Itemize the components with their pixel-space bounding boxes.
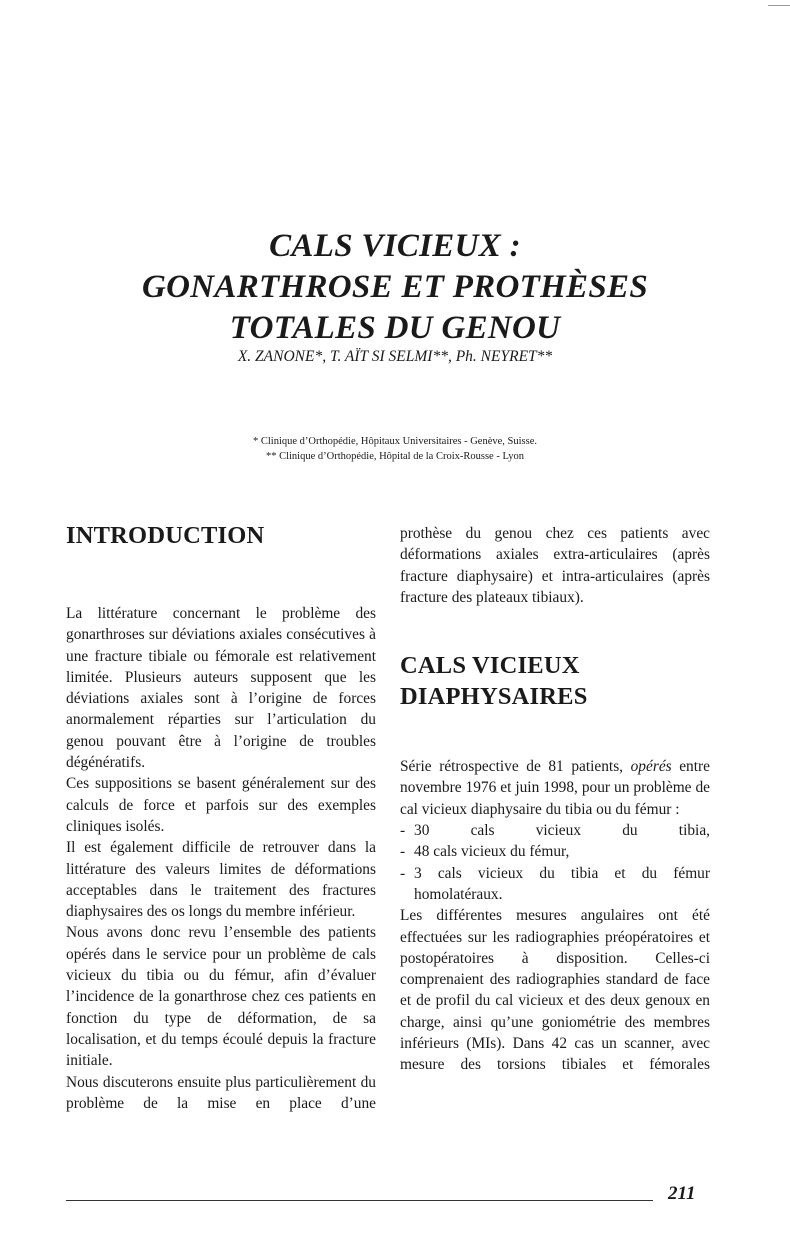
list-item <box>400 820 710 841</box>
list-item-text: 30 cals vicieux du tibia, <box>414 822 710 840</box>
intro-paragraph-4: Nous avons donc revu l’ensemble des patients opérés dans le service pour un problème de cals vicieux du tibia ou du fémur, afin d’évaluer l’incidence de la gonarthrose chez ces patients en fonction du type de déformation, de sa localisation, et du temps écoulé depuis la fracture initiale. <box>66 924 376 1070</box>
scan-edge-mark <box>768 5 790 6</box>
footer-rule <box>66 1200 653 1201</box>
heading-line-1: CALS VICIEUX <box>400 652 580 680</box>
list-dash: - <box>400 822 406 840</box>
intro-paragraph-2: Ces suppositions se basent généralement sur des calculs de force et parfois sur des exemples cliniques isolés. <box>66 775 376 835</box>
affiliation-1: * Clinique d’Orthopédie, Hôpitaux Universitaires - Genève, Suisse. <box>252 436 538 447</box>
intro-paragraph-1: La littérature concernant le problème des gonarthroses sur déviations axiales consécutives à une fracture tibiale ou fémorale est relativement limitée. Plusieurs auteurs supposent que les déviations axiales sont à l’origine de forces anormalement réparties sur l’articulation du genou pouvant être à l’origine de troubles dégénératifs. <box>66 605 376 772</box>
right-column <box>400 523 710 1076</box>
cals-vicieux-diaphysaires-heading <box>400 650 710 712</box>
heading-line-2: DIAPHYSAIRES <box>400 683 588 711</box>
list-item-text: 48 cals vicieux du fémur, <box>414 843 570 861</box>
series-text-start: Série rétrospective de 81 patients, <box>400 758 631 776</box>
page-number: 211 <box>668 1183 696 1204</box>
title-line-3: TOTALES DU GENOU <box>229 310 561 346</box>
list-dash: - <box>400 843 406 861</box>
intro-paragraph-6: prothèse du genou chez ces patients avec déformations axiales extra-articulaires (après fracture diaphysaire) et intra-articulaires (après fracture des plateaux tibiaux). <box>400 525 710 606</box>
title-line-1: CALS VICIEUX : <box>269 228 521 264</box>
author-list: X. ZANONE*, T. AÏT SI SELMI**, Ph. NEYRET** <box>237 348 553 365</box>
case-list <box>400 820 710 905</box>
paper-title <box>60 226 730 349</box>
series-text-italic: opérés <box>630 758 672 776</box>
list-dash: - <box>400 864 406 882</box>
intro-paragraph-3: Il est également difficile de retrouver dans la littérature des valeurs limites de déformations acceptables dans le traitement des fractures diaphysaires des os longs du membre inférieur. <box>66 839 376 921</box>
intro-paragraph-5: Nous discuterons ensuite plus particulièrement du problème de la mise en place d’une <box>66 1073 376 1112</box>
list-item-text: 3 cals vicieux du tibia et du fémur homolatéraux. <box>414 864 710 903</box>
introduction-heading: INTRODUCTION <box>66 522 265 549</box>
affiliations <box>60 434 730 464</box>
measurements-paragraph: Les différentes mesures angulaires ont été effectuées sur les radiographies préopératoires et postopératoires à disposition. Celles-ci comprenaient des radiographies standard de face et de profil du cal vicieux et des deux genoux en charge, ainsi qu’une goniométrie des membres inférieurs (MIs). Dans 42 cas un scanner, avec mesure des torsions tibiales et fémorales <box>400 907 710 1074</box>
title-line-2: GONARTHROSE ET PROTHÈSES <box>142 269 648 305</box>
series-paragraph <box>400 756 710 820</box>
left-column <box>66 520 376 1114</box>
list-item <box>400 841 710 862</box>
affiliation-2: ** Clinique d’Orthopédie, Hôpital de la Croix-Rousse - Lyon <box>265 451 525 462</box>
series-text-end: entre novembre 1976 et juin 1998, pour un problème de cal vicieux diaphysaire du tibia ou du fémur : <box>400 758 710 818</box>
list-item <box>400 863 710 906</box>
